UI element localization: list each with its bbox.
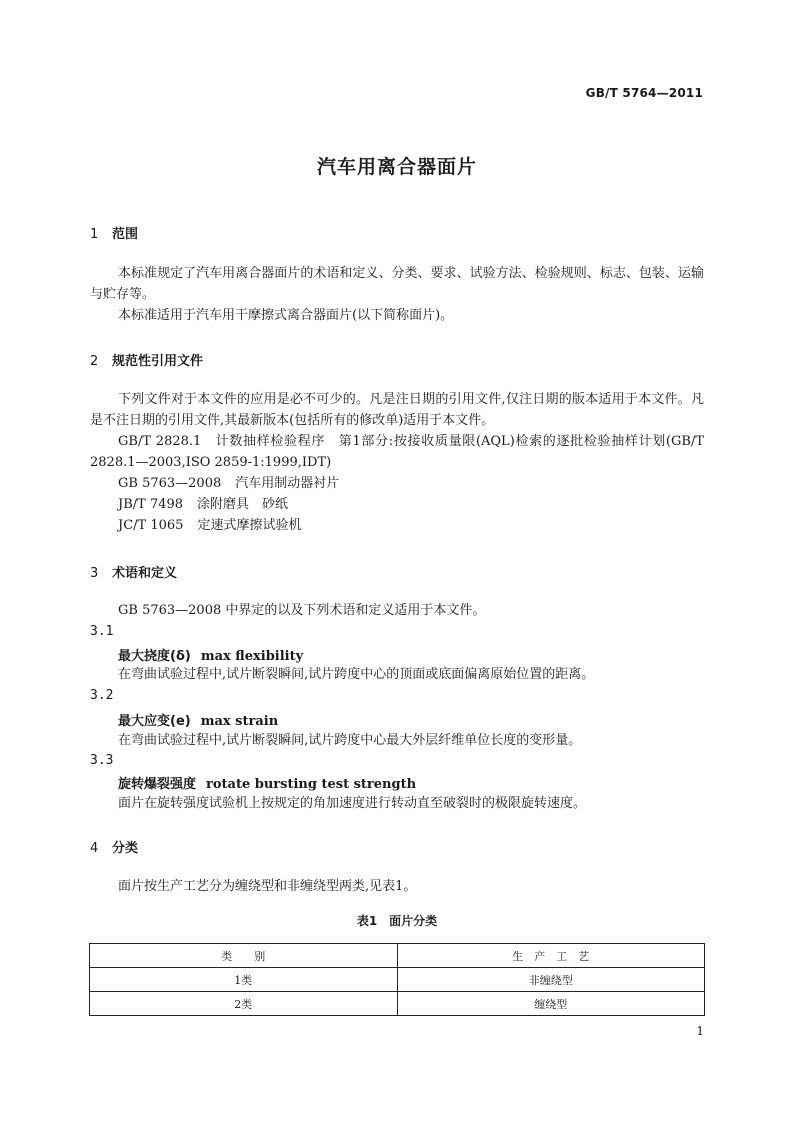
term-number: 3.3 xyxy=(90,753,114,768)
reference-title: 汽车用制动器衬片 xyxy=(235,476,340,491)
table-cell: 非缠绕型 xyxy=(397,968,705,992)
term-number: 3.1 xyxy=(90,624,114,639)
section-number: 4 xyxy=(90,841,99,856)
term-en: max strain xyxy=(200,714,279,729)
table-header-row xyxy=(90,944,705,968)
table-row xyxy=(90,992,705,1016)
term-zh: 最大应变(e) xyxy=(118,714,191,729)
reference-item xyxy=(118,494,288,515)
term-en: rotate bursting test strength xyxy=(206,777,417,792)
section-heading-classification xyxy=(90,837,138,856)
term-en: max flexibility xyxy=(200,649,304,664)
reference-code: GB 5763—2008 xyxy=(118,476,222,491)
term-definition: 面片在旋转强度试验机上按规定的角加速度进行转动直至破裂时的极限旋转速度。 xyxy=(118,796,587,811)
table-row xyxy=(90,968,705,992)
paragraph: 本标准适用于汽车用干摩擦式离合器面片(以下简称面片)。 xyxy=(118,308,454,323)
term-number: 3.2 xyxy=(90,688,114,703)
reference-title: 涂附磨具 砂纸 xyxy=(197,497,289,512)
table-cell: 缠绕型 xyxy=(397,992,705,1016)
table-header-cell: 生 产 工 艺 xyxy=(397,944,705,968)
reference-item xyxy=(90,431,704,473)
reference-code: JC/T 1065 xyxy=(118,518,184,533)
section-heading-scope xyxy=(90,223,138,242)
page-title: 汽车用离合器面片 xyxy=(316,156,477,178)
table-caption: 表1 面片分类 xyxy=(356,914,438,928)
table-cell: 2类 xyxy=(90,992,398,1016)
section-title: 分类 xyxy=(112,841,139,856)
term-definition: 在弯曲试验过程中,试片断裂瞬间,试片跨度中心的顶面或底面偏离原始位置的距离。 xyxy=(118,667,595,682)
standard-code: GB/T 5764—2011 xyxy=(585,86,703,100)
reference-code: GB/T 2828.1 xyxy=(118,434,202,449)
paragraph: 面片按生产工艺分为缠绕型和非缠绕型两类,见表1。 xyxy=(118,879,417,894)
term-entry xyxy=(118,645,303,664)
paragraph: GB 5763—2008 中界定的以及下列术语和定义适用于本文件。 xyxy=(118,603,486,618)
term-definition: 在弯曲试验过程中,试片断裂瞬间,试片跨度中心最大外层纤维单位长度的变形量。 xyxy=(118,733,582,748)
page-number: 1 xyxy=(696,1024,704,1038)
term-entry xyxy=(118,773,416,792)
paragraph: 本标准规定了汽车用离合器面片的术语和定义、分类、要求、试验方法、检验规则、标志、包装、运输与贮存等。 xyxy=(90,266,704,302)
reference-item xyxy=(118,515,301,536)
section-heading-normative-references xyxy=(90,350,203,369)
section-number: 3 xyxy=(90,566,99,581)
section-heading-terms xyxy=(90,562,177,581)
paragraph: 下列文件对于本文件的应用是必不可少的。凡是注日期的引用文件,仅注日期的版本适用于本文件。凡是不注日期的引用文件,其最新版本(包括所有的修改单)适用于本文件。 xyxy=(90,392,704,428)
term-zh: 最大挠度(δ) xyxy=(118,649,191,664)
reference-item xyxy=(118,473,339,494)
table-cell: 1类 xyxy=(90,968,398,992)
section-title: 术语和定义 xyxy=(112,566,178,581)
section-title: 规范性引用文件 xyxy=(112,354,204,369)
reference-code: JB/T 7498 xyxy=(118,497,184,512)
classification-table xyxy=(89,943,705,1016)
section-title: 范围 xyxy=(112,227,139,242)
section-number: 2 xyxy=(90,354,99,369)
term-entry xyxy=(118,710,278,729)
reference-title: 定速式摩擦试验机 xyxy=(197,518,302,533)
table-header-cell: 类 别 xyxy=(90,944,398,968)
term-zh: 旋转爆裂强度 xyxy=(118,777,197,792)
section-number: 1 xyxy=(90,227,99,242)
reference-title: 计数抽样检验程序 第1部分:按接收质量限(AQL)检索的逐批检验抽样计划(GB/T 2828.1—2003,ISO 2859-1:1999,IDT) xyxy=(90,434,704,470)
